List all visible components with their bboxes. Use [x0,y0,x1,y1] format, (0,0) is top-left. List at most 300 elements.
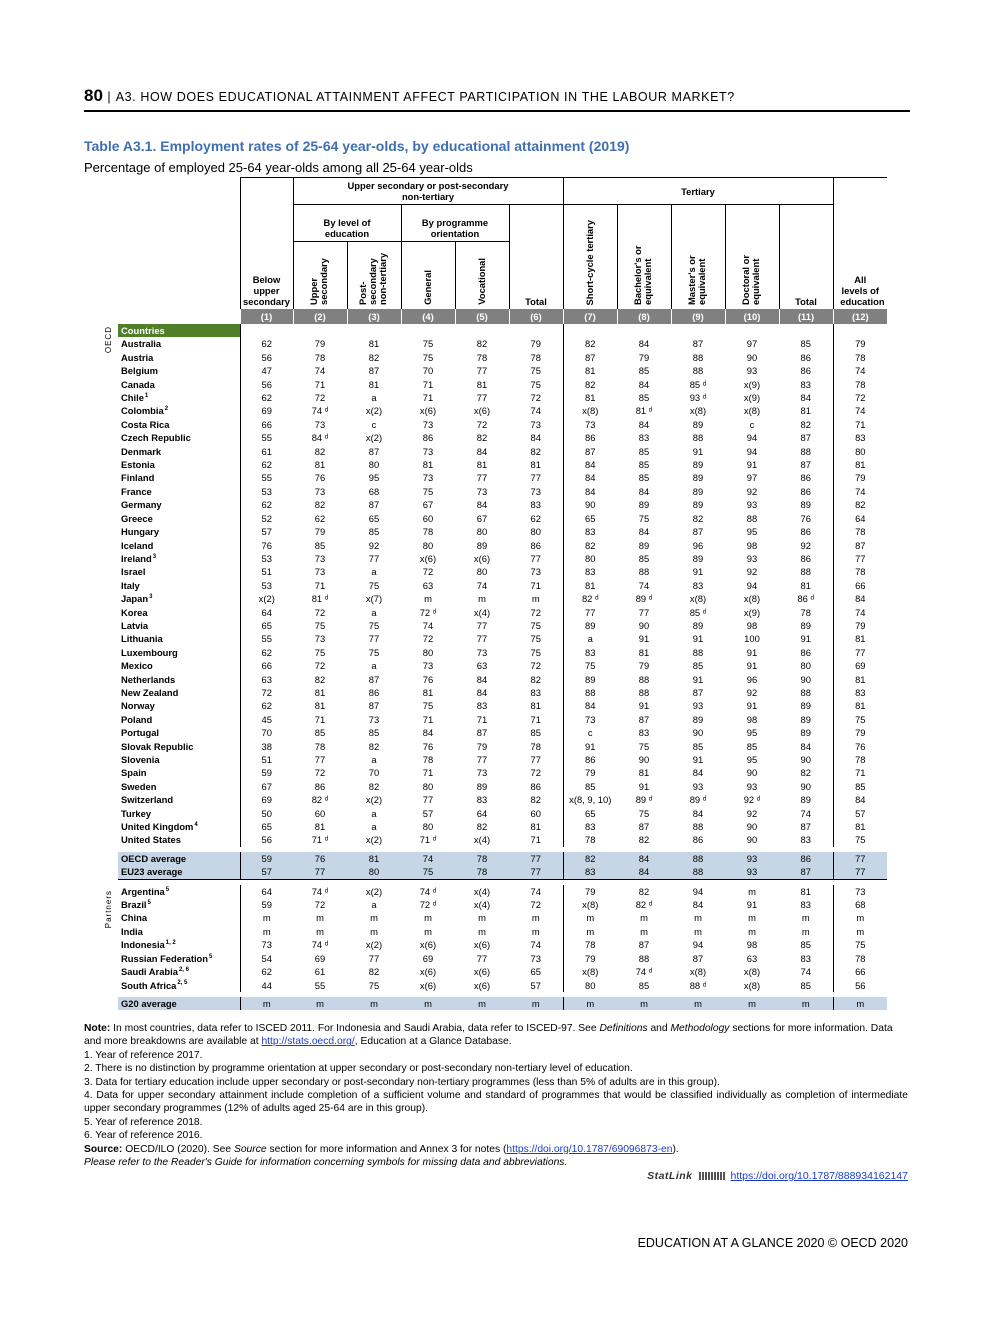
table-cell: 93 [746,552,758,564]
table-cell: 84 [800,392,811,404]
table-cell: x(4) [473,834,491,846]
table-cell: 81 [833,699,887,712]
table-cell: 81 [530,459,541,471]
table-cell: 83 [530,686,541,698]
footnote-ref: 5 [147,899,151,906]
table-cell: 85 [800,979,811,991]
table-cell: 81 [422,459,434,471]
table-cell: 83 [800,952,811,964]
table-cell: 89 [692,619,704,631]
table-title: Table A3.1. Employment rates of 25-64 year-olds, by educational attainment (2019) [84,138,630,154]
table-cell: 78 [422,754,434,765]
table-cell: 59 [240,766,293,779]
table-cell: 73 [530,485,541,497]
row-label [118,807,240,820]
table-cell: 84 ᵈ [311,432,329,444]
table-cell: 76 [422,740,434,752]
table-cell: 83 [692,579,704,591]
table-cell: 85 [530,727,541,739]
table-cell: 97 [746,338,758,350]
table-cell: 83 [638,727,650,739]
note-4: 4. Data for upper secondary attainment include completion of a sufficient volume and standard of programmes that would be classified individually as completion of intermediate upper secondary programmes (12% of adults aged 25-64 are in this group). [84,1090,908,1115]
table-cell: 91 [746,899,758,911]
table-cell: 86 [800,351,811,363]
table-row [118,780,887,793]
table-cell: 77 [833,646,887,659]
table-cell: m [240,925,293,938]
table-cell: 89 [800,619,811,631]
table-cell: 75 [401,865,455,879]
table-row [118,485,887,498]
table-cell: 86 [314,780,326,792]
row-name: G20 average [121,997,177,1009]
table-cell: 74 [800,966,811,978]
table-cell: 84 [530,432,541,444]
table-cell: 89 [692,459,704,471]
table-cell: 55 [314,979,326,991]
row-label [118,833,240,846]
table-row [118,431,887,444]
row-label [118,898,240,911]
row-name: OECD average [121,852,187,864]
table-cell: 84 [638,338,650,350]
column-number: (8) [617,309,671,324]
table-cell: 72 [530,899,541,911]
empty-cell [347,324,401,337]
row-label [118,391,240,404]
table-cell: 64 [240,885,293,898]
table-cell: 81 [314,686,326,698]
row-label [118,766,240,779]
page-header-separator: | [107,90,112,104]
table-cell: m [370,912,378,924]
table-cell: 57 [240,525,293,538]
table-cell: 62 [530,512,541,524]
table-cell: 84 [638,485,650,497]
table-cell: 91 [638,780,650,792]
table-cell: 92 [368,539,380,551]
table-cell: 74 [530,405,541,417]
table-cell: x(8) [743,405,761,417]
source-link[interactable]: https://doi.org/10.1787/69096873-en [506,1143,673,1155]
footnote-ref: 3 [149,594,153,600]
table-cell: 94 [746,432,758,444]
table-row [118,713,887,726]
table-cell: 72 [530,392,541,404]
row-name: Norway [121,700,155,712]
table-cell: 85 [638,459,650,471]
row-label [118,471,240,484]
table-cell: 77 [833,852,887,865]
table-cell: 63 [240,673,293,686]
table-cell: 80 [422,539,434,551]
table-cell: x(6) [419,979,437,991]
row-label [118,659,240,672]
table-cell: 84 [692,807,704,819]
table-cell: c [371,418,377,430]
table-cell: 74 [314,365,326,377]
table-cell: m [478,912,486,924]
table-cell: 82 [476,821,488,833]
table-cell: 72 [422,633,434,645]
table-cell: x(4) [473,606,491,618]
table-cell: x(8) [563,898,617,911]
table-row [118,726,887,739]
table-cell: 88 [800,566,811,578]
table-cell: 81 [563,391,617,404]
table-cell: x(6) [473,979,491,991]
table-cell: 89 [563,619,617,632]
row-name: Canada [121,378,155,390]
table-cell: x(8) [689,405,707,417]
table-cell: 72 [314,606,326,618]
row-label [118,865,240,879]
table-cell: 85 [638,392,650,404]
table-cell: 64 [240,606,293,619]
table-cell: 90 [638,754,650,765]
table-cell: 76 [422,673,434,685]
table-cell: x(6) [473,552,491,564]
row-name: Poland [121,713,153,725]
table-cell: 45 [240,713,293,726]
table-row [118,793,887,806]
table-cell: 69 [240,793,293,806]
footnote-ref: 5 [209,953,213,960]
table-cell: 73 [314,566,326,578]
row-name: Indonesia [121,939,165,951]
table-cell: 78 [563,833,617,846]
table-cell: a [371,606,377,618]
table-cell: 47 [240,364,293,377]
table-cell: 88 [638,952,650,964]
column-number: (12) [833,309,887,324]
table-cell: 54 [240,952,293,965]
row-label [118,911,240,924]
table-cell: 85 [833,780,887,793]
table-cell: 82 [800,418,811,430]
table-cell: x(7) [365,593,383,605]
table-cell: 69 [240,404,293,417]
table-cell: 79 [563,885,617,898]
col-header-masters: Master's or equivalent [671,205,725,310]
statlink-url[interactable]: https://doi.org/10.1787/888934162147 [730,1170,908,1182]
row-label [118,418,240,431]
table-cell: 73 [530,952,541,964]
table-cell: 65 [563,512,617,525]
table-cell: 78 [833,525,887,538]
row-name: United States [121,834,181,846]
row-label [118,673,240,686]
row-name: Israel [121,566,146,578]
table-row [118,659,887,672]
table-cell: 72 ᵈ [419,899,437,911]
table-cell: 91 [692,754,704,765]
table-row [118,418,887,431]
table-cell: c [749,418,755,430]
row-label [118,952,240,965]
row-name: Luxembourg [121,646,178,658]
footnote-ref: 3 [152,553,157,560]
empty-cell [725,324,779,337]
table-cell: 77 [638,606,650,618]
stats-link[interactable]: http://stats.oecd.org/ [261,1036,355,1048]
table-cell: 64 [833,512,887,525]
table-cell: 72 [530,767,541,779]
table-cell: 73 [240,938,293,951]
col-header-bachelors: Bachelor's or equivalent [617,205,671,310]
table-row [118,699,887,712]
table-cell: 84 [476,673,488,685]
table-cell: 80 [422,780,434,792]
footnote-ref: 2, 5 [177,980,188,987]
page-footer: EDUCATION AT A GLANCE 2020 © OECD 2020 [637,1236,908,1250]
row-name: Finland [121,472,155,484]
table-cell: 51 [240,753,293,766]
table-row [118,740,887,753]
table-cell: 79 [563,952,617,965]
row-name: Hungary [121,526,160,538]
table-cell: 63 [476,660,488,672]
table-cell: 95 [746,754,758,765]
col-header-short-cycle: Short-cycle tertiary [563,205,617,310]
row-label [118,793,240,806]
table-cell: m [316,912,324,924]
table-cell: 73 [833,885,887,898]
table-cell: 96 [692,539,704,551]
table-cell: 79 [476,740,488,752]
table-cell: 84 [563,485,617,498]
row-name: Turkey [121,807,152,819]
empty-cell [617,324,671,337]
table-cell: 98 [746,619,758,631]
col-header-all-levels: All levels of education [833,178,887,310]
table-cell: 72 [314,660,326,672]
table-cell: x(2) [365,834,383,846]
table-cell: 71 [530,834,541,846]
table-cell: 61 [240,445,293,458]
table-cell: 72 [530,660,541,672]
table-cell: m [833,911,887,924]
row-label [118,579,240,592]
table-cell: 80 [422,821,434,833]
table-cell: 82 [368,966,380,978]
table-cell: 70 [240,726,293,739]
table-cell: 71 [422,392,434,404]
table-cell: 78 [800,606,811,618]
table-cell: 92 [800,539,811,551]
row-name: Russian Federation [121,952,208,964]
table-cell: 86 [800,485,811,497]
table-cell: 87 [833,539,887,552]
table-cell: 81 [563,364,617,377]
table-row [118,952,887,965]
row-name: Costa Rica [121,418,170,430]
row-name: Belgium [121,365,158,377]
section-label: Countries [118,324,240,337]
table-cell: 86 [422,432,434,444]
table-cell: 75 [422,338,434,350]
row-name: Japan [121,593,149,605]
table-cell: 87 [638,713,650,725]
group-tertiary: Tertiary [563,178,833,205]
table-cell: 85 [746,740,758,752]
table-cell: 71 [422,767,434,779]
table-cell: m [833,925,887,938]
table-cell: 75 [833,833,887,846]
oecd-side-label: OECD [104,326,113,354]
table-row [118,938,887,951]
row-label [118,646,240,659]
table-cell: 94 [746,445,758,457]
table-cell: 79 [638,660,650,672]
table-cell: 80 [347,865,401,879]
table-cell: 62 [240,699,293,712]
table-cell: m [424,912,432,924]
table-row [118,898,887,911]
table-cell: 72 [314,767,326,779]
table-cell: 94 [692,939,704,951]
table-cell: 53 [240,579,293,592]
table-cell: 82 [368,351,380,363]
table-cell: 79 [833,619,887,632]
table-cell: 75 [833,713,887,726]
table-cell: 75 [368,619,380,631]
row-name: Czech Republic [121,432,191,444]
table-cell: 85 [563,780,617,793]
table-cell: 71 [422,378,434,390]
table-row [118,351,887,364]
table-cell: 85 [800,338,811,350]
empty-cell [779,324,833,337]
table-cell: m [748,912,756,924]
table-cell: 85 [692,740,704,752]
table-cell: 93 [692,700,704,712]
table-row [118,579,887,592]
table-cell: c [563,726,617,739]
table-cell: 82 [314,673,326,685]
table-cell: 90 [746,821,758,833]
row-name: Italy [121,579,140,591]
row-label [118,820,240,833]
table-cell: 83 [563,646,617,659]
table-cell: 73 [476,485,488,497]
table-cell: 73 [530,566,541,578]
row-name: Sweden [121,780,157,792]
table-cell: 84 [800,740,811,752]
table-cell: 50 [240,807,293,820]
table-cell: m [478,925,486,937]
table-cell: x(6) [419,405,437,417]
table-cell: x(2) [365,794,383,806]
table-cell: m [347,997,401,1010]
table-cell: 80 [530,526,541,538]
table-cell: 86 [692,834,704,846]
table-cell: 75 [530,633,541,645]
table-cell: 74 [833,606,887,619]
table-cell: 77 [530,552,541,564]
table-row [118,632,887,645]
table-cell: m [531,925,540,937]
readers-guide-note: Please refer to the Reader's Guide for information concerning symbols for missing data and abbreviations. [84,1157,568,1169]
table-cell: 82 ᵈ [635,899,653,911]
table-cell: 73 [530,418,541,430]
table-cell: 86 [800,526,811,538]
table-cell: 89 [692,472,704,484]
table-cell: 60 [530,807,541,819]
table-cell: 86 [368,686,380,698]
table-cell: 82 [314,445,326,457]
table-cell: 81 [563,579,617,592]
table-cell: 87 [368,700,380,712]
col-header-vocational: Vocational [455,241,509,309]
table-cell: 76 [314,472,326,484]
table-cell: 83 [638,432,650,444]
table-cell: 82 [692,512,704,524]
table-row [118,552,887,565]
table-cell: 71 [833,766,887,779]
table-cell: 87 [779,865,833,879]
table-cell: 57 [530,979,541,991]
table-cell: 65 [368,512,380,524]
row-label [118,780,240,793]
row-name: Denmark [121,445,162,457]
table-row [118,378,887,391]
empty-cell [833,324,887,337]
table-cell: 92 [746,807,758,819]
table-cell: 90 [746,351,758,363]
table-cell: 85 [368,727,380,739]
col-header-upper-secondary: Upper secondary [293,241,347,309]
row-name: Spain [121,767,147,779]
footnote-ref: 5 [165,886,170,893]
table-cell: 94 [692,885,704,897]
table-cell: 89 [563,673,617,686]
table-cell: 84 [563,699,617,712]
table-cell: 57 [240,865,293,879]
footnote-ref: 1 [144,392,149,399]
table-cell: 82 [563,852,617,865]
table-cell: 73 [314,552,326,564]
table-cell: 74 [833,485,887,498]
table-cell: 81 [314,700,326,712]
column-number: (9) [671,309,725,324]
column-number-row [118,309,887,324]
table-cell: 76 [833,740,887,753]
table-cell: 85 [692,660,704,672]
table-row [118,911,887,924]
table-cell: 78 [530,740,541,752]
table-row [118,820,887,833]
table-cell: 89 [800,794,811,806]
table-cell: 82 [530,794,541,806]
column-number: (2) [293,309,347,324]
table-cell: 62 [314,512,326,524]
table-cell: 82 [563,378,617,391]
table-cell: 74 [833,364,887,377]
table-cell: 77 [368,633,380,645]
table-cell: m [316,925,324,937]
table-cell: x(9) [743,378,761,390]
table-cell: 75 [368,979,380,991]
table-cell: 74 [476,579,488,591]
table-cell: 74 [638,579,650,591]
table-cell: 71 [833,418,887,431]
row-label [118,699,240,712]
table-cell: 65 [563,807,617,820]
table-cell: 84 [692,767,704,779]
table-cell: m [563,911,617,924]
table-cell: 93 [692,780,704,792]
